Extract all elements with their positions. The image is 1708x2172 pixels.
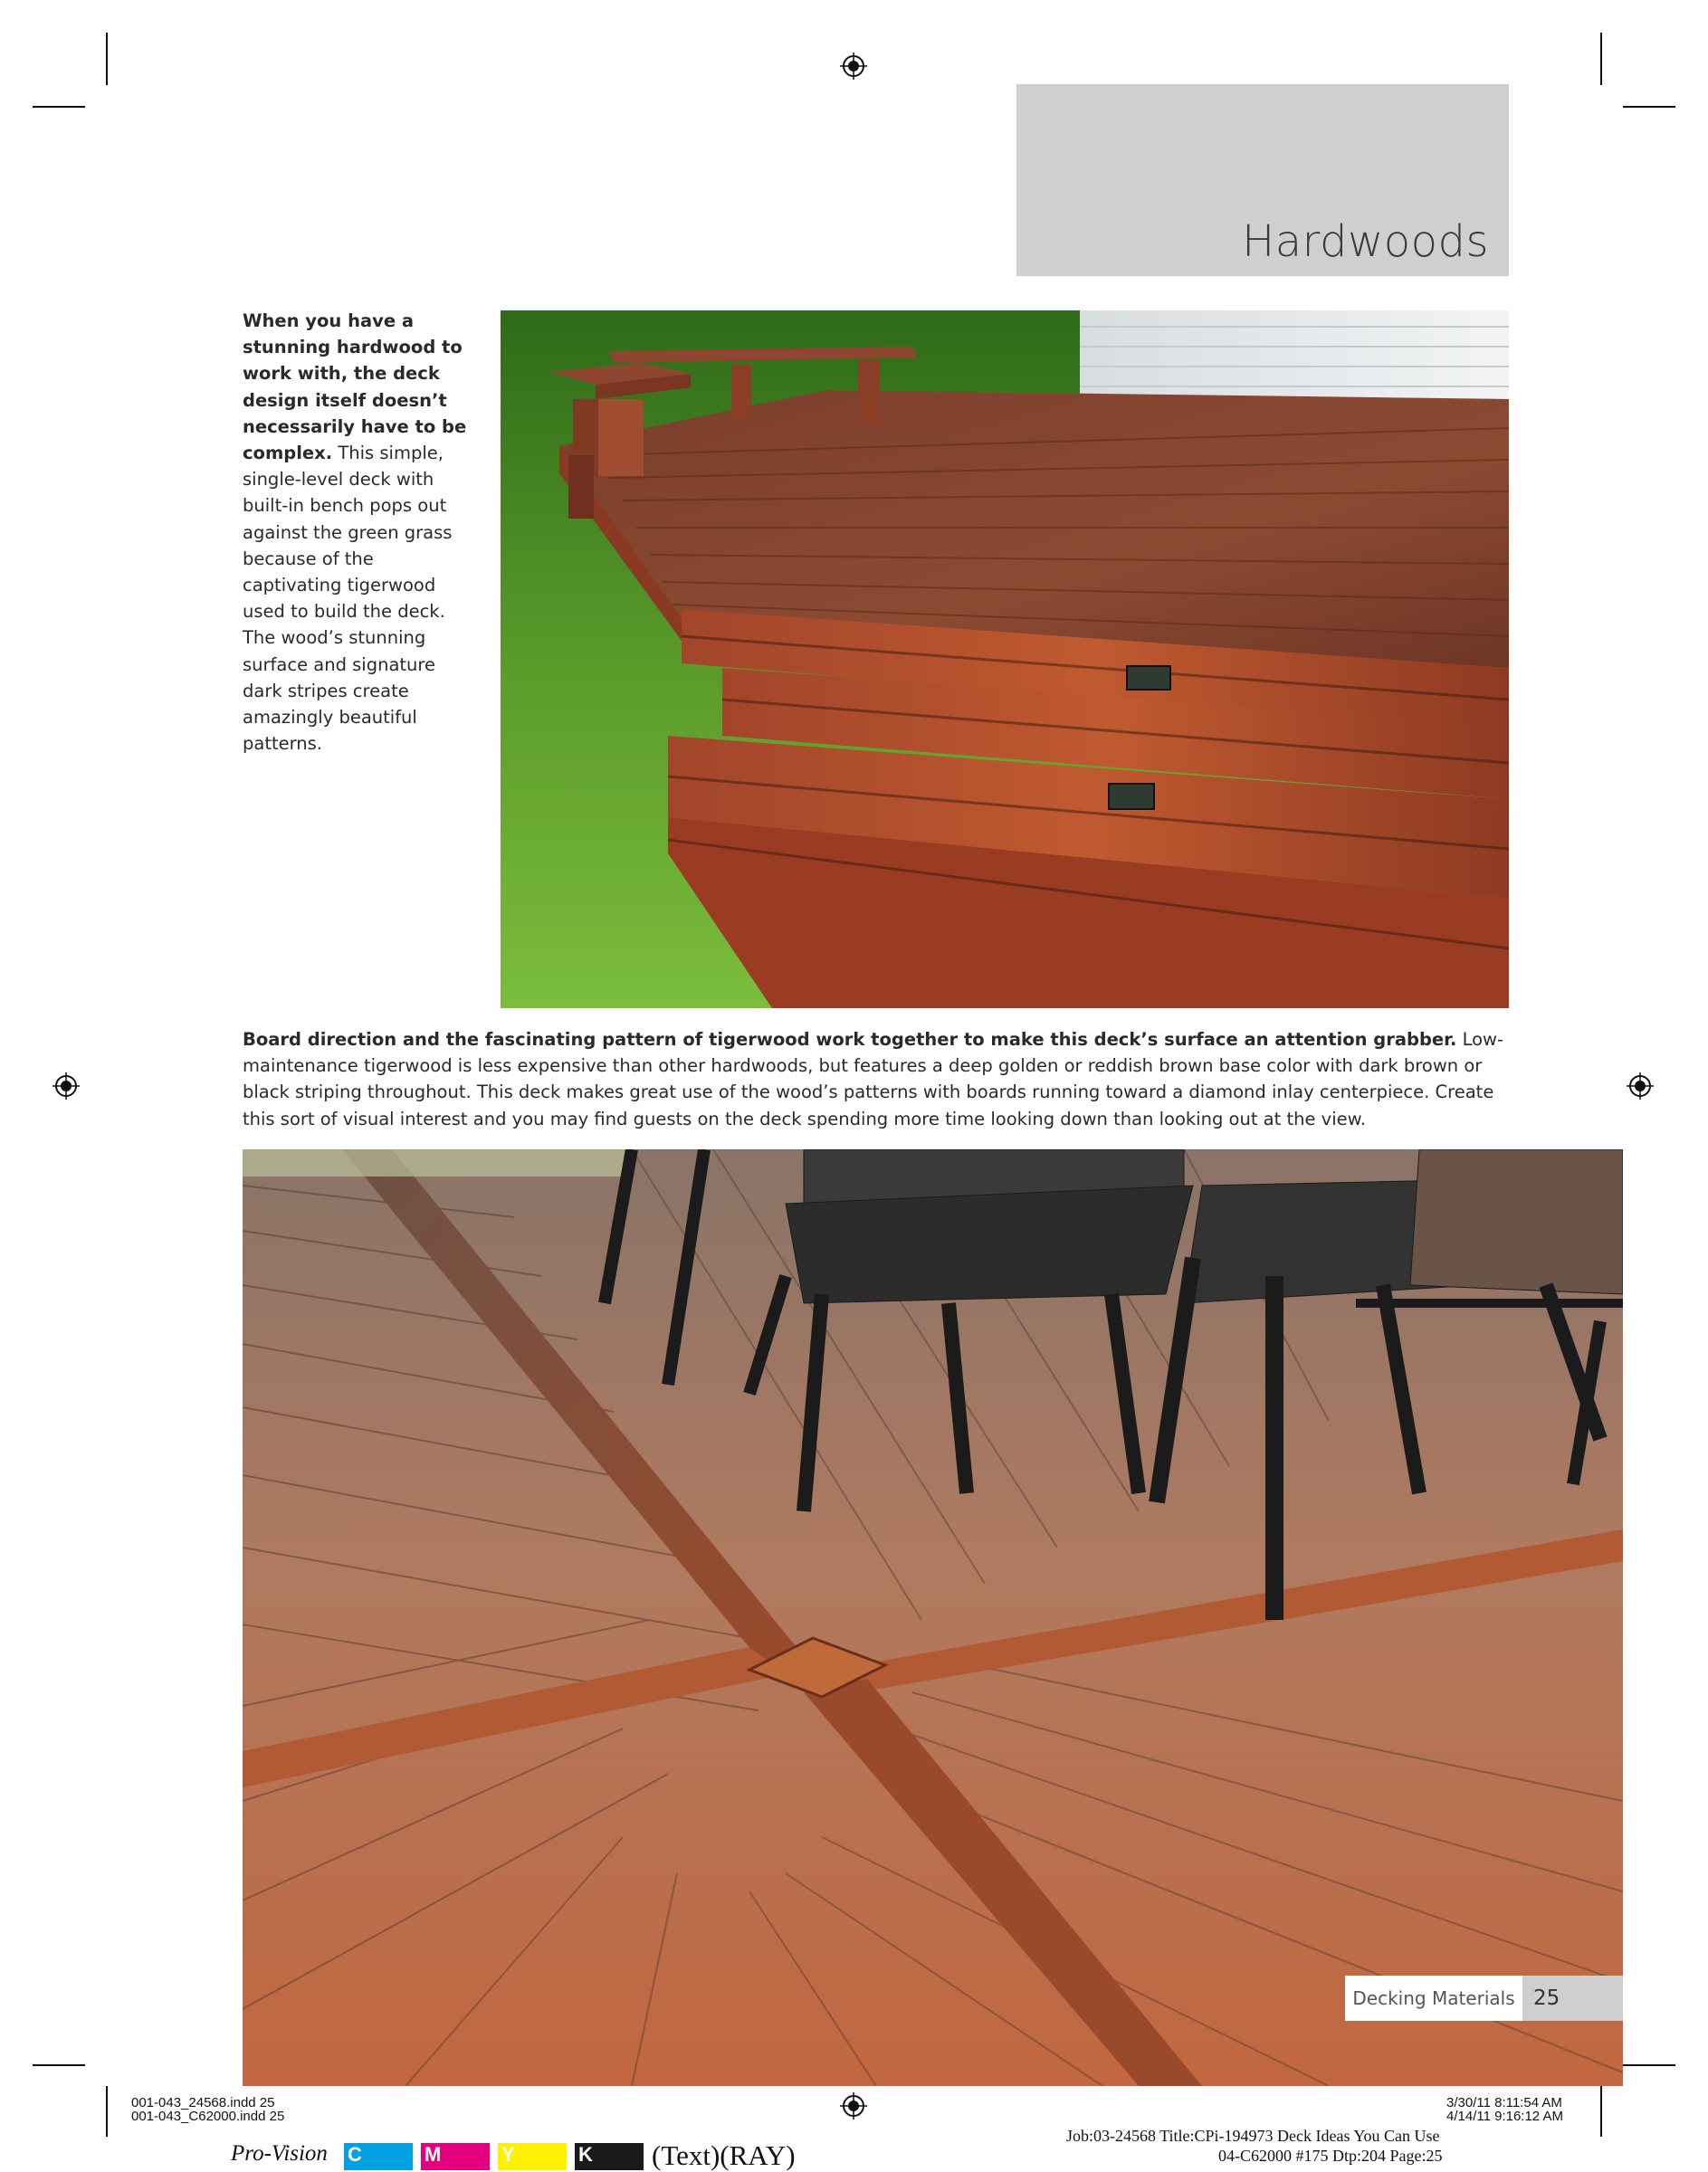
- page-number: 25: [1522, 1976, 1623, 2021]
- caption-body: This simple, single-level deck with built-in bench pops out against the green grass because of the captivating tigerwood used to build the deck. The wood’s stunning surface and signature dark stripes create amazingly beautiful patterns.: [243, 443, 453, 755]
- deck-photo-bench: [501, 310, 1509, 1008]
- caption-lead: When you have a stunning hardwood to work with, the deck design itself doesn’t necessarily have to be complex.: [243, 310, 467, 464]
- caption-lead: Board direction and the fascinating pattern of tigerwood work together to make this deck’s surface an attention grabber.: [243, 1029, 1457, 1050]
- crop-mark: [33, 2064, 85, 2066]
- swatch-black: K: [575, 2143, 644, 2170]
- crop-mark: [1600, 33, 1602, 85]
- slug-job-line2: 04-C62000 #175 Dtp:204 Page:25: [1218, 2147, 1443, 2165]
- crop-mark: [106, 33, 108, 85]
- registration-mark-icon: [840, 52, 867, 80]
- slug-brand: Pro-Vision: [231, 2141, 328, 2166]
- crop-mark: [1623, 2064, 1675, 2066]
- slug-date1: 3/30/11 8:11:54 AM: [1446, 2095, 1562, 2110]
- registration-mark-icon: [1627, 1072, 1654, 1100]
- section-title: Hardwoods: [1242, 216, 1489, 267]
- photo-caption-bottom: [243, 1026, 1510, 1132]
- section-label: Decking Materials: [1345, 1976, 1522, 2021]
- slug-job-line: Job:03-24568 Title:CPi-194973 Deck Ideas You Can Use: [1066, 2127, 1440, 2145]
- page-footer-tab: [1345, 1976, 1623, 2021]
- deck-photo-inlay: [243, 1149, 1623, 2086]
- crop-mark: [33, 106, 85, 108]
- slug-date2: 4/14/11 9:16:12 AM: [1446, 2109, 1563, 2124]
- swatch-magenta: M: [421, 2143, 490, 2170]
- slug-file2: 001-043_C62000.indd 25: [131, 2109, 285, 2124]
- section-header: [1016, 84, 1509, 276]
- registration-mark-icon: [840, 2092, 867, 2120]
- registration-mark-icon: [52, 1072, 80, 1100]
- crop-mark: [106, 2086, 108, 2137]
- caption-body: Low-maintenance tigerwood is less expensive than other hardwoods, but features a deep golden or reddish brown base color with dark brown or black striping throughout. This deck makes great use of the wood’s patterns with boards running toward a diamond inlay centerpiece. Create this sort of visual interest and you may find guests on the deck spending more time looking down than looking out at the view.: [243, 1029, 1504, 1129]
- swatch-yellow: Y: [498, 2143, 567, 2170]
- crop-mark: [1623, 106, 1675, 108]
- slug-plate: (Text)(RAY): [652, 2139, 796, 2171]
- photo-caption-top: [243, 308, 478, 757]
- crop-mark: [1600, 2086, 1602, 2137]
- slug-file1: 001-043_24568.indd 25: [131, 2095, 275, 2110]
- swatch-cyan: C: [344, 2143, 413, 2170]
